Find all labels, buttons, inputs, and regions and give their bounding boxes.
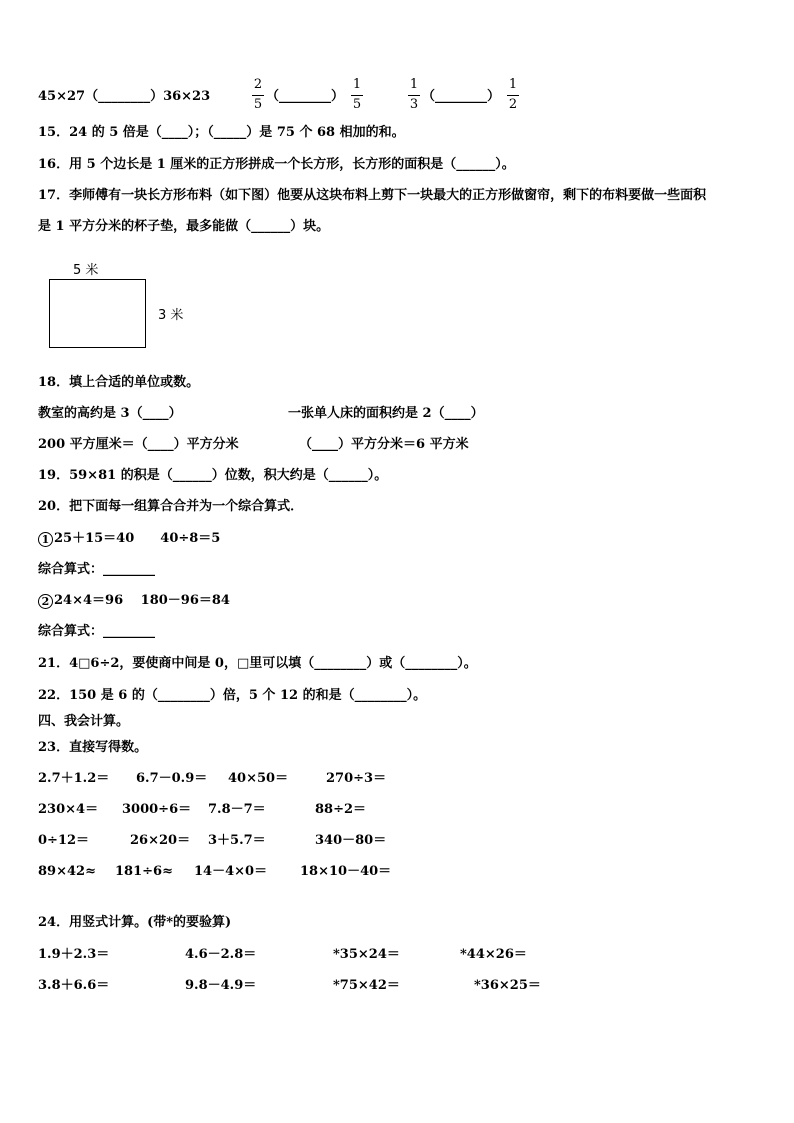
- combined-formula-1: 综合算式：________: [38, 562, 156, 577]
- calc-item: 7.8－7＝: [208, 802, 266, 817]
- calc-item: 3000÷6＝: [122, 802, 192, 817]
- vertical-calc-item: 4.6－2.8＝: [185, 947, 257, 962]
- calc-item: 14－4×0＝: [194, 864, 268, 879]
- fraction-1-5: [351, 78, 363, 112]
- vertical-calc-item: *36×25＝: [474, 978, 541, 993]
- fraction-2-5: [252, 78, 264, 112]
- question-18-b: 一张单人床的面积约是 2（____）: [288, 406, 484, 421]
- group-2-equations: 24×4＝96 180－96＝84: [54, 593, 230, 608]
- question-18-title: 18．填上合适的单位或数。: [38, 375, 200, 390]
- question-23-title: 23．直接写得数。: [38, 740, 148, 755]
- fraction-denominator: 5: [253, 97, 263, 112]
- vertical-calc-item: 3.8＋6.6＝: [38, 978, 110, 993]
- calc-item: 2.7＋1.2＝: [38, 771, 110, 786]
- calc-item: 0÷12＝: [38, 833, 90, 848]
- fraction-numerator: 1: [508, 77, 518, 92]
- fraction-denominator: 3: [409, 97, 419, 112]
- calc-item: 18×10－40＝: [300, 864, 392, 879]
- question-15: 15．24 的 5 倍是（____）；（_____）是 75 个 68 相加的和。: [38, 125, 405, 140]
- question-18-c: 200 平方厘米＝（____）平方分米: [38, 437, 239, 452]
- calc-item: 270÷3＝: [326, 771, 387, 786]
- question-24-title: 24．用竖式计算。(带*的要验算): [38, 915, 232, 930]
- fraction-1-2: [507, 78, 519, 112]
- vertical-calc-item: *44×26＝: [460, 947, 527, 962]
- question-22: 22．150 是 6 的（________）倍，5 个 12 的和是（________）。: [38, 688, 427, 703]
- vertical-calc-item: *35×24＝: [333, 947, 400, 962]
- compare-item-1: 45×27（________）36×23: [38, 89, 211, 104]
- calc-item: 88÷2＝: [315, 802, 367, 817]
- figure-height-label: 3 米: [158, 308, 184, 323]
- fraction-numerator: 1: [352, 77, 362, 92]
- fraction-numerator: 2: [253, 77, 263, 92]
- group-1-equations: 25＋15＝40 40÷8＝5: [54, 531, 221, 546]
- vertical-calc-item: 1.9＋2.3＝: [38, 947, 110, 962]
- calc-item: 3＋5.7＝: [208, 833, 266, 848]
- question-20-title: 20．把下面每一组算合合并为一个综合算式．: [38, 499, 304, 514]
- vertical-calc-item: *75×42＝: [333, 978, 400, 993]
- calc-item: 340－80＝: [315, 833, 387, 848]
- question-16: 16．用 5 个边长是 1 厘米的正方形拼成一个长方形，长方形的面积是（______）。: [38, 157, 515, 172]
- circled-number: 2: [38, 594, 53, 609]
- question-17-line-2: 是 1 平方分米的杯子垫，最多能做（______）块。: [38, 219, 330, 234]
- question-19: 19．59×81 的积是（______）位数，积大约是（______）。: [38, 468, 388, 483]
- compare-blank-2[interactable]: （________）: [422, 89, 501, 104]
- question-21: 21．4□6÷2，要使商中间是 0，□里可以填（________）或（________）。: [38, 656, 477, 671]
- question-20-group-1: [38, 531, 220, 547]
- fraction-numerator: 1: [409, 77, 419, 92]
- fraction-1-3: [408, 78, 420, 112]
- circled-number: 1: [38, 532, 53, 547]
- vertical-calc-item: 9.8－4.9＝: [185, 978, 257, 993]
- calc-item: 40×50＝: [228, 771, 289, 786]
- question-18-d: （____）平方分米＝6 平方米: [299, 437, 469, 452]
- calc-item: 6.7－0.9＝: [136, 771, 208, 786]
- calc-item: 181÷6≈: [115, 864, 173, 879]
- fraction-denominator: 2: [508, 97, 518, 112]
- calc-item: 89×42≈: [38, 864, 96, 879]
- figure-width-label: 5 米: [73, 263, 99, 278]
- question-18-a: 教室的高约是 3（____）: [38, 406, 182, 421]
- section-heading: 四、我会计算。: [38, 714, 130, 729]
- rectangle-figure: [49, 279, 146, 348]
- combined-formula-2: 综合算式：________: [38, 624, 156, 639]
- calc-item: 26×20＝: [130, 833, 191, 848]
- question-17-line-1: 17．李师傅有一块长方形布料（如下图）他要从这块布料上剪下一块最大的正方形做窗帘，剩下的布料要做一些面积: [38, 188, 707, 203]
- calc-item: 230×4＝: [38, 802, 99, 817]
- compare-blank-1[interactable]: （________）: [266, 89, 345, 104]
- fraction-denominator: 5: [352, 97, 362, 112]
- question-20-group-2: [38, 593, 230, 609]
